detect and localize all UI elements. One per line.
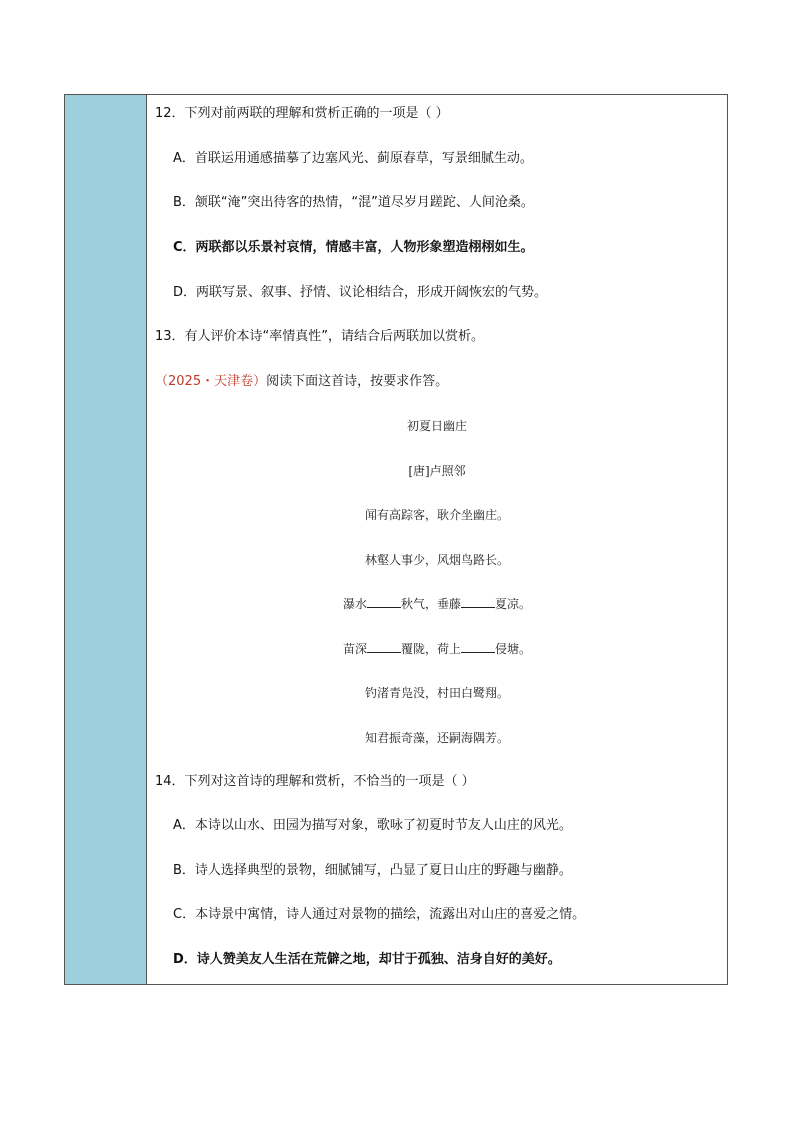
source-line [155,373,727,391]
poem-line-3 [147,595,727,613]
q14-option-a: A．本诗以山水、田园为描写对象，歌咏了初夏时节友人山庄的风光。 [173,818,572,833]
blank-4 [461,640,495,653]
poem-line-3-part-c: 夏凉。 [495,597,532,611]
blank-2 [461,595,495,608]
q12-option-b: B．颔联“淹”突出待客的热情，“混”道尽岁月蹉跎、人间沧桑。 [173,195,534,210]
instruction-text: 阅读下面这首诗，按要求作答。 [266,374,449,389]
poem-line-3-part-b: 秋气，垂藤 [400,597,461,611]
q14-option-c: C．本诗景中寓情，诗人通过对景物的描绘，流露出对山庄的喜爱之情。 [173,907,586,922]
poem-line-3-part-a: 瀑水 [342,597,367,611]
q12-option-d: D．两联写景、叙事、抒情、议论相结合，形成开阔恢宏的气势。 [173,285,548,300]
q14-option-d: D．诗人赞美友人生活在荒僻之地，却甘于孤独、洁身自好的美好。 [173,952,561,967]
blank-3 [367,640,401,653]
poem-line-4 [147,640,727,658]
q12-option-a: A．首联运用通感描摹了边塞风光、蓟原春草，写景细腻生动。 [173,151,533,166]
q12-stem: 12．下列对前两联的理解和赏析正确的一项是（ ） [155,106,449,121]
poem-line-4-part-c: 侵塘。 [495,642,532,656]
q12-option-c: C．两联都以乐景衬哀情，情感丰富，人物形象塑造栩栩如生。 [173,240,534,255]
blank-1 [367,595,401,608]
q14-stem: 14．下列对这首诗的理解和赏析，不恰当的一项是（ ） [155,774,475,789]
poem-line-2: 林壑人事少，风烟鸟路长。 [364,553,509,567]
side-band [65,95,147,984]
poem-line-4-part-a: 苗深 [342,642,367,656]
source-tag: （2025・天津卷） [155,374,267,389]
poem-line-4-part-b: 覆陇，荷上 [400,642,461,656]
poem-line-5: 钓渚青凫没，村田白鹭翔。 [364,686,509,700]
q13-stem: 13．有人评价本诗“率情真性”，请结合后两联加以赏析。 [155,329,485,344]
poem-author: [唐]卢照邻 [408,464,466,478]
poem-title: 初夏日幽庄 [406,419,467,433]
poem-line-6: 知君振奇藻，还嗣海隅芳。 [364,731,509,745]
q14-option-b: B．诗人选择典型的景物，细腻铺写，凸显了夏日山庄的野趣与幽静。 [173,863,572,878]
question-table [64,94,728,985]
poem-line-1: 闻有高踪客，耿介坐幽庄。 [364,508,509,522]
question-content [147,95,727,984]
